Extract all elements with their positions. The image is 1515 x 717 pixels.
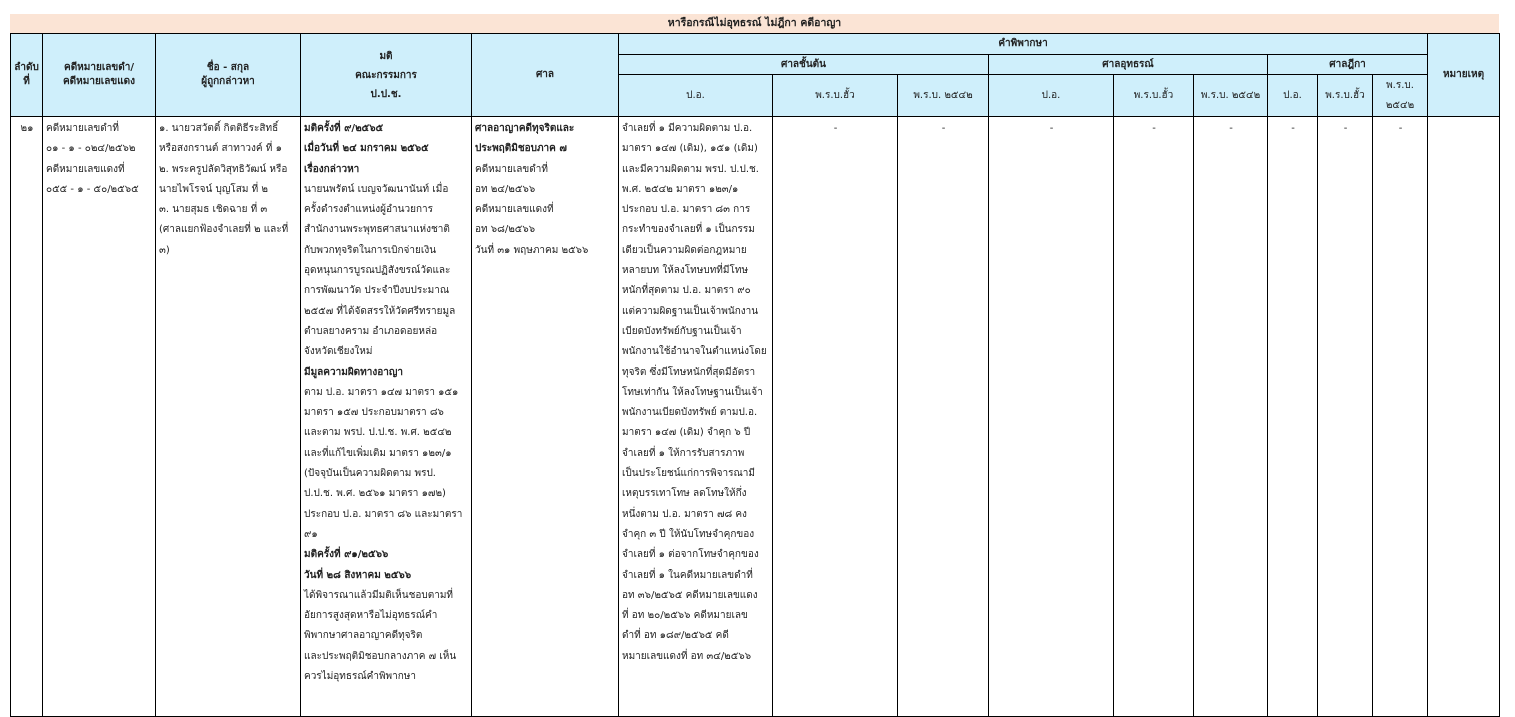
header-supreme-prb-old: พ.ร.บ.ฮั้ว	[1318, 75, 1373, 117]
judgment-line: ประกอบ ป.อ. มาตรา ๘๓ การ	[622, 204, 751, 216]
header-no: ลำดับ ที่	[11, 34, 43, 117]
header-appeal-prb-old: พ.ร.บ.ฮั้ว	[1114, 75, 1194, 117]
cell-court	[472, 117, 619, 717]
judgment-line: แต่ความผิดฐานเป็นเจ้าพนักงาน	[622, 305, 759, 317]
resolution-line: วันที่ ๒๘ สิงหาคม ๒๕๖๖	[304, 569, 412, 581]
resolution-line: ตาม ป.อ. มาตรา ๑๔๗ มาตรา ๑๕๑	[304, 386, 459, 398]
resolution-line: ตำบลยางคราม อำเภอดอยหล่อ	[304, 325, 438, 337]
cell-name: ๑. นายวสวัตติ์ กิตติธีระสิทธิ์ หรือสงกรานต์ สาทาวงค์ ที่ ๑ ๒. พระครูปลัดวิสุทธิวัฒน์ หรือ นายไพโรจน์ บุญโสม ที่ ๒ ๓. นายสุมธ เชิดฉาย ที่ ๓ (ศาลแยกฟ้องจำเลยที่ ๒ และที่ ๓)	[156, 117, 301, 717]
cell-no: ๒๑	[11, 117, 43, 717]
header-first-po: ป.อ.	[619, 75, 773, 117]
judgment-line: และมีความผิดตาม พรป. ป.ป.ช.	[622, 163, 759, 175]
resolution-line: และประพฤติมิชอบกลางภาค ๗ เห็น	[304, 650, 457, 662]
resolution-line: นายนพรัตน์ เบญจวัฒนานันท์ เมื่อ	[304, 183, 449, 195]
resolution-line: ประกอบ ป.อ. มาตรา ๘๖ และมาตรา	[304, 508, 463, 520]
header-supreme-po: ป.อ.	[1268, 75, 1318, 117]
judgment-line: มาตรา ๑๔๗ (เดิม) จำคุก ๖ ปี	[622, 427, 751, 439]
resolution-line: ๙๑	[304, 528, 318, 540]
cell-supreme-po: -	[1268, 117, 1318, 717]
court-line: อท ๖๘/๒๕๖๖	[475, 224, 536, 236]
header-court-first: ศาลชั้นต้น	[619, 55, 989, 75]
resolution-line: มติครั้งที่ ๙๑/๒๕๖๖	[304, 549, 389, 561]
header-appeal-prb-2542: พ.ร.บ. ๒๕๔๒	[1194, 75, 1268, 117]
cell-appeal-prb-2542: -	[1194, 117, 1268, 717]
header-first-prb-2542: พ.ร.บ. ๒๕๔๒	[898, 75, 989, 117]
resolution-line: มติครั้งที่ ๙/๒๕๖๕	[304, 123, 384, 134]
header-name: ชื่อ - สกุล ผู้ถูกกล่าวหา	[156, 34, 301, 117]
resolution-line: ป.ป.ช. พ.ศ. ๒๕๖๑ มาตรา ๑๗๒)	[304, 488, 446, 500]
resolution-line: และที่แก้ไขเพิ่มเติม มาตรา ๑๒๓/๑	[304, 447, 452, 459]
table-row	[11, 117, 1500, 717]
judgment-line: จำเลยที่ ๑ ให้การรับสารภาพ	[622, 447, 745, 459]
resolution-line: ได้พิจารณาแล้วมีมติเห็นชอบตามที่	[304, 589, 453, 601]
judgment-line: พนักงานเบียดบังทรัพย์ ตามป.อ.	[622, 407, 758, 419]
header-court-supreme: ศาลฎีกา	[1268, 55, 1428, 75]
judgment-line: กระทำของจำเลยที่ ๑ เป็นกรรม	[622, 224, 755, 236]
court-line: วันที่ ๓๑ พฤษภาคม ๒๕๖๖	[475, 244, 589, 256]
header-resolution: มติ คณะกรรมการ ป.ป.ช.	[301, 34, 472, 117]
judgment-line: มาตรา ๑๔๗ (เดิม), ๑๕๑ (เดิม)	[622, 143, 758, 155]
judgment-line: จำเลยที่ ๑ ต่อจากโทษจำคุกของ	[622, 549, 759, 561]
cell-first-prb-2542: -	[898, 117, 989, 717]
judgment-line: อท ๓๖/๒๕๖๕ คดีหมายเลขแดง	[622, 589, 758, 601]
resolution-line: กับพวกทุจริตในการเบิกจ่ายเงิน	[304, 244, 437, 256]
header-court: ศาล	[472, 34, 619, 117]
resolution-line: และตาม พรป. ป.ป.ช. พ.ศ. ๒๕๔๒	[304, 427, 452, 439]
header-case-no: คดีหมายเลขดำ/ คดีหมายเลขแดง	[43, 34, 156, 117]
judgment-line: หมายเลขแดงที่ อท ๓๔/๒๕๖๖	[622, 650, 752, 662]
header-judgment: คำพิพากษา	[619, 34, 1428, 55]
cell-supreme-prb-old: -	[1318, 117, 1373, 717]
resolution-line: อุดหนุนการบูรณปฏิสังขรณ์วัดและ	[304, 265, 451, 277]
resolution-line: เมื่อวันที่ ๒๔ มกราคม ๒๕๖๕	[304, 143, 429, 155]
cell-appeal-po: -	[989, 117, 1114, 717]
judgment-line: ดำที่ อท ๑๘๙/๒๕๖๕ คดี	[622, 630, 729, 642]
judgment-line: เบียดบังทรัพย์กับฐานเป็นเจ้า	[622, 325, 742, 337]
resolution-line: จังหวัดเชียงใหม่	[304, 346, 373, 358]
cell-case-no: คดีหมายเลขดำที่ ๐๑ - ๑ - ๐๒๔/๒๕๖๒ คดีหมายเลขแดงที่ ๐๕๕ - ๑ - ๕๐/๒๕๖๕	[43, 117, 156, 717]
cell-appeal-prb-old: -	[1114, 117, 1194, 717]
judgment-line: พ.ศ. ๒๕๔๒ มาตรา ๑๒๓/๑	[622, 183, 739, 195]
resolution-line: มาตรา ๑๕๗ ประกอบมาตรา ๘๖	[304, 407, 444, 419]
table-title: หารือกรณีไม่อุทธรณ์ ไม่ฎีกา คดีอาญา	[10, 14, 1499, 33]
resolution-line: มีมูลความผิดทางอาญา	[304, 366, 404, 378]
resolution-line: ๒๕๕๗ ที่ได้จัดสรรให้วัดศรีทรายมูล	[304, 305, 456, 317]
court-line: คดีหมายเลขแดงที่	[475, 204, 554, 216]
resolution-line: อัยการสูงสุดหารือไม่อุทธรณ์คำ	[304, 610, 438, 622]
judgment-line: พนักงานใช้อำนาจในตำแหน่งโดย	[622, 346, 767, 358]
resolution-line: การพัฒนาวัด ประจำปีงบประมาณ	[304, 285, 450, 297]
cell-remark	[1428, 117, 1500, 717]
cell-supreme-prb-2542: -	[1373, 117, 1428, 717]
resolution-line: (ปัจจุบันเป็นความผิดตาม พรป.	[304, 468, 436, 480]
header-appeal-po: ป.อ.	[989, 75, 1114, 117]
judgment-line: หลายบท ให้ลงโทษบทที่มีโทษ	[622, 265, 749, 277]
cell-resolution	[301, 117, 472, 717]
court-line: ศาลอาญาคดีทุจริตและ	[475, 123, 575, 134]
court-line: ประพฤติมิชอบภาค ๗	[475, 143, 567, 155]
resolution-line: สำนักงานพระพุทธศาสนาแห่งชาติ	[304, 224, 450, 236]
judgment-line: ที่ อท ๒๐/๒๕๖๖ คดีหมายเลข	[622, 610, 748, 622]
judgment-line: หนักที่สุดตาม ป.อ. มาตรา ๙๐	[622, 285, 751, 297]
judgment-line: จำเลยที่ ๑ มีความผิดตาม ป.อ.	[622, 123, 753, 134]
header-supreme-prb-2542: พ.ร.บ. ๒๕๔๒	[1373, 75, 1428, 117]
court-line: คดีหมายเลขดำที่	[475, 163, 548, 175]
judgment-line: เป็นประโยชน์แก่การพิจารณามี	[622, 468, 756, 480]
header-first-prb-old: พ.ร.บ.ฮั้ว	[773, 75, 898, 117]
judgment-line: เดียวเป็นความผิดต่อกฎหมาย	[622, 244, 747, 256]
cases-table	[10, 33, 1500, 717]
resolution-line: ครั้งดำรงตำแหน่งผู้อำนวยการ	[304, 204, 434, 216]
resolution-line: พิพากษาศาลอาญาคดีทุจริต	[304, 630, 423, 642]
resolution-line: ควรไม่อุทธรณ์คำพิพากษา	[304, 671, 417, 683]
resolution-line: เรื่องกล่าวหา	[304, 163, 360, 175]
cell-first-prb-old: -	[773, 117, 898, 717]
court-line: อท ๒๔/๒๕๖๖	[475, 183, 536, 195]
judgment-line: จำเลยที่ ๑ ในคดีหมายเลขดำที่	[622, 569, 753, 581]
judgment-line: หนึ่งตาม ป.อ. มาตรา ๗๘ คง	[622, 508, 747, 520]
header-court-appeal: ศาลอุทธรณ์	[989, 55, 1268, 75]
judgment-line: เหตุบรรเทาโทษ ลดโทษให้กึ่ง	[622, 488, 747, 500]
judgment-line: โทษเท่ากัน ให้ลงโทษฐานเป็นเจ้า	[622, 386, 763, 398]
header-remark: หมายเหตุ	[1428, 34, 1500, 117]
judgment-line: ทุจริต ซึ่งมีโทษหนักที่สุดมีอัตรา	[622, 366, 756, 378]
judgment-line: จำคุก ๓ ปี ให้นับโทษจำคุกของ	[622, 528, 755, 540]
cell-first-po	[619, 117, 773, 717]
